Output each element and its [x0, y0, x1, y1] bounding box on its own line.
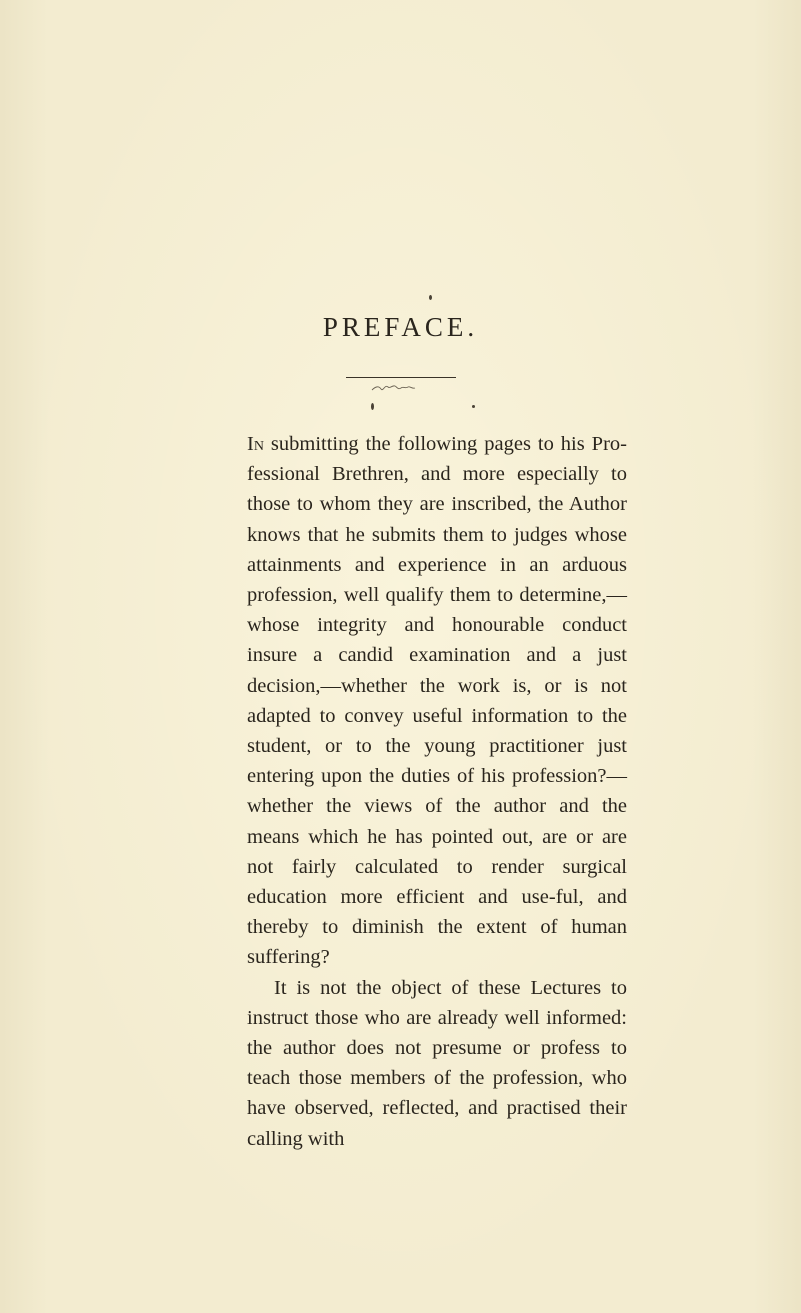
ink-speck	[429, 295, 432, 300]
preface-body	[247, 429, 627, 1154]
paragraph-2: It is not the object of these Lectures to instruct those who are already well informed: the author does not presume or profess to teach those members of the profession, who have observed, reflected, and practised their calling with	[247, 976, 627, 1150]
paragraph-1	[247, 429, 627, 973]
lead-word: In	[247, 433, 264, 455]
pencil-mark	[370, 380, 430, 394]
paragraph-1-text: submitting the following pages to his Pro-fessional Brethren, and more especially to those to whom they are inscribed, the Author knows that he submits them to judges whose attainments and experience in an arduous profession, well qualify them to determine,—whose integrity and honourable conduct insure a candid examination and a just decision,—whether the work is, or is not adapted to convey useful information to the student, or to the young practitioner just entering upon the duties of his profession?—whether the views of the author and the means which he has pointed out, are or are not fairly calculated to render surgical education more efficient and use-ful, and thereby to diminish the extent of human suffering?	[247, 433, 627, 969]
ink-speck	[472, 405, 475, 408]
title-rule	[346, 377, 456, 378]
page-title: PREFACE.	[322, 312, 479, 342]
ink-speck	[371, 403, 374, 410]
